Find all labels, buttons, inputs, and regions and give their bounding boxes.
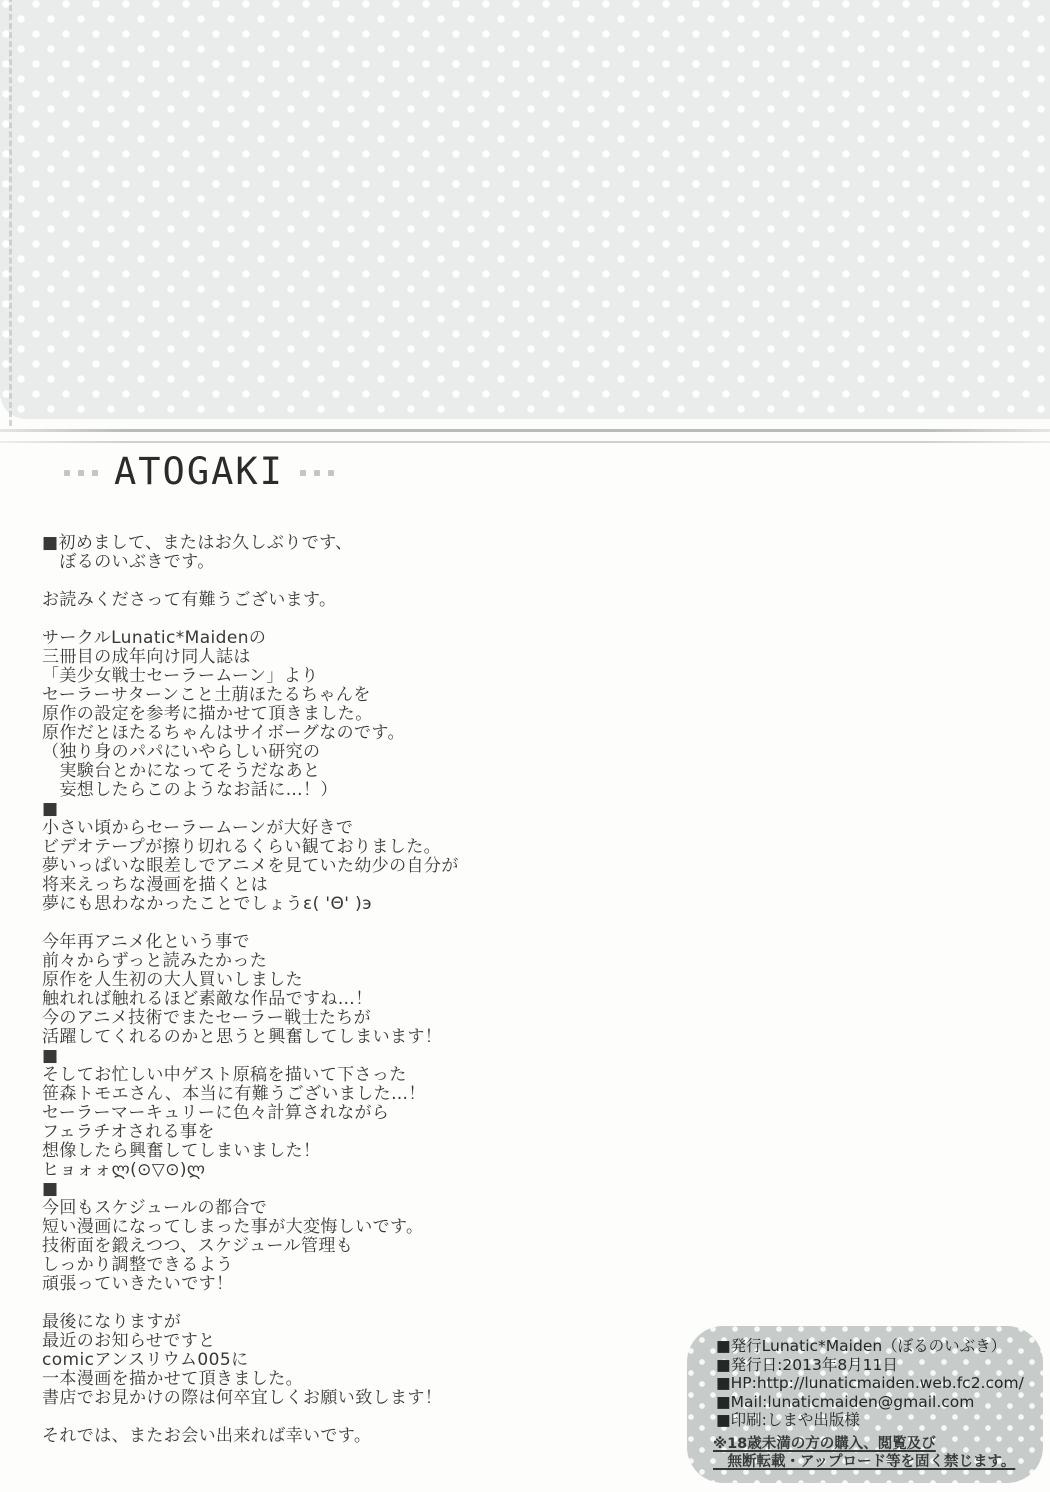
- body-text-line: 実験台とかになってそうだなあと: [42, 761, 321, 781]
- body-text-line: 最近のお知らせですと: [42, 1331, 216, 1351]
- body-text-line: 原作の設定を参考に描かせて頂きました。: [42, 704, 373, 724]
- divider-rule-top: [0, 429, 1050, 432]
- body-text-line: ■: [42, 1179, 59, 1199]
- body-text-line: 三冊目の成年向け同人誌は: [42, 647, 251, 667]
- body-text-line: 最後になりますが: [42, 1312, 182, 1332]
- title-dots-left-icon: [64, 466, 98, 476]
- body-text-line: 短い漫画になってしまった事が大変悔しいです。: [42, 1217, 424, 1237]
- age-warning-line: 無断転載・アップロード等を固く禁じます。: [713, 1453, 1016, 1470]
- body-text-line: それでは、またお会い出来れば幸いです。: [42, 1426, 372, 1446]
- page-title: ATOGAKI: [114, 449, 284, 493]
- body-text-line: 夢いっぱいな眼差しでアニメを見ていた幼少の自分が: [42, 856, 459, 876]
- body-text-line: 「美少女戦士セーラームーン」より: [42, 666, 319, 686]
- colophon-line: ■発行日:2013年8月11日: [716, 1355, 898, 1374]
- colophon-line: ■印刷:しまや出版様: [716, 1411, 860, 1429]
- body-text-line: 頑張っていきたいです！: [42, 1274, 234, 1294]
- body-text-line: しっかり調整できるよう: [42, 1255, 234, 1275]
- colophon-box: [687, 1326, 1043, 1483]
- age-warning-line: ※18歳未満の方の購入、閲覧及び: [713, 1436, 936, 1452]
- polka-dot-header-band: [0, 0, 1050, 419]
- body-text-line: [42, 1408, 459, 1427]
- body-text-line: ビデオテープが擦り切れるくらい観ておりました。: [42, 837, 442, 857]
- body-text-line: [42, 914, 459, 933]
- body-text-line: 笹森トモエさん、本当に有難うございました…！: [42, 1084, 426, 1104]
- body-text-line: 前々からずっと読みたかった: [42, 951, 268, 971]
- colophon-line: ■Mail:lunaticmaiden@gmail.com: [716, 1392, 975, 1411]
- afterword-body: [42, 534, 459, 1446]
- body-text-line: ■: [42, 799, 59, 819]
- body-text-line: ヒョォォლ(⊙▽⊙)ლ: [42, 1160, 206, 1180]
- divider-rule-bottom: [0, 441, 1050, 443]
- body-text-line: そしてお忙しい中ゲスト原稿を描いて下さった: [42, 1065, 407, 1085]
- body-text-line: お読みくださって有難うございます。: [42, 590, 337, 610]
- body-text-line: [42, 610, 459, 629]
- body-text-line: 一本漫画を描かせて頂きました。: [42, 1369, 303, 1389]
- scan-edge-dashed-line: [9, 0, 12, 426]
- body-text-line: ■: [42, 1046, 59, 1066]
- colophon-line: ■発行Lunatic*Maiden（ぼるのいぶき）: [716, 1337, 1007, 1355]
- body-text-line: ぼるのいぶきです。: [42, 552, 215, 572]
- title-row: [64, 446, 334, 496]
- body-text-line: 想像したら興奮してしまいました！: [42, 1141, 321, 1161]
- body-text-line: （独り身のパパにいやらしい研究の: [42, 742, 321, 762]
- body-text-line: フェラチオされる事を: [42, 1122, 215, 1142]
- body-text-line: [42, 572, 459, 591]
- body-text-line: 今のアニメ技術でまたセーラー戦士たちが: [42, 1008, 372, 1028]
- body-text-line: 技術面を鍛えつつ、スケジュール管理も: [42, 1236, 354, 1256]
- colophon-line: ■HP:http://lunaticmaiden.web.fc2.com/: [716, 1374, 1024, 1392]
- body-text-line: 夢にも思わなかったことでしょうε( 'Θ' )э: [42, 894, 372, 914]
- body-text-line: ■初めまして、またはお久しぶりです、: [42, 533, 353, 553]
- body-text-line: 触れれば触れるほど素敵な作品ですね…！: [42, 989, 373, 1009]
- body-text-line: 妄想したらこのようなお話に…！）: [42, 780, 338, 800]
- body-text-line: 原作を人生初の大人買いしました: [42, 970, 303, 990]
- age-warning: [713, 1436, 1015, 1471]
- body-text-line: 原作だとほたるちゃんはサイボーグなのです。: [42, 723, 405, 743]
- body-text-line: 小さい頃からセーラームーンが大好きで: [42, 818, 354, 838]
- colophon-info: [716, 1337, 1024, 1430]
- body-text-line: [42, 1294, 459, 1313]
- body-text-line: 活躍してくれるのかと思うと興奮してしまいます！: [42, 1027, 443, 1047]
- body-text-line: セーラーマーキュリーに色々計算されながら: [42, 1103, 390, 1123]
- body-text-line: サークルLunatic*Maidenの: [42, 628, 267, 648]
- title-dots-right-icon: [300, 466, 334, 476]
- body-text-line: 将来えっちな漫画を描くとは: [42, 875, 269, 895]
- body-text-line: セーラーサターンこと土萠ほたるちゃんを: [42, 685, 371, 705]
- body-text-line: 今回もスケジュールの都合で: [42, 1198, 268, 1218]
- body-text-line: 今年再アニメ化という事で: [42, 932, 250, 952]
- body-text-line: 書店でお見かけの際は何卒宜しくお願い致します！: [42, 1388, 443, 1408]
- body-text-line: comicアンスリウム005に: [42, 1350, 249, 1370]
